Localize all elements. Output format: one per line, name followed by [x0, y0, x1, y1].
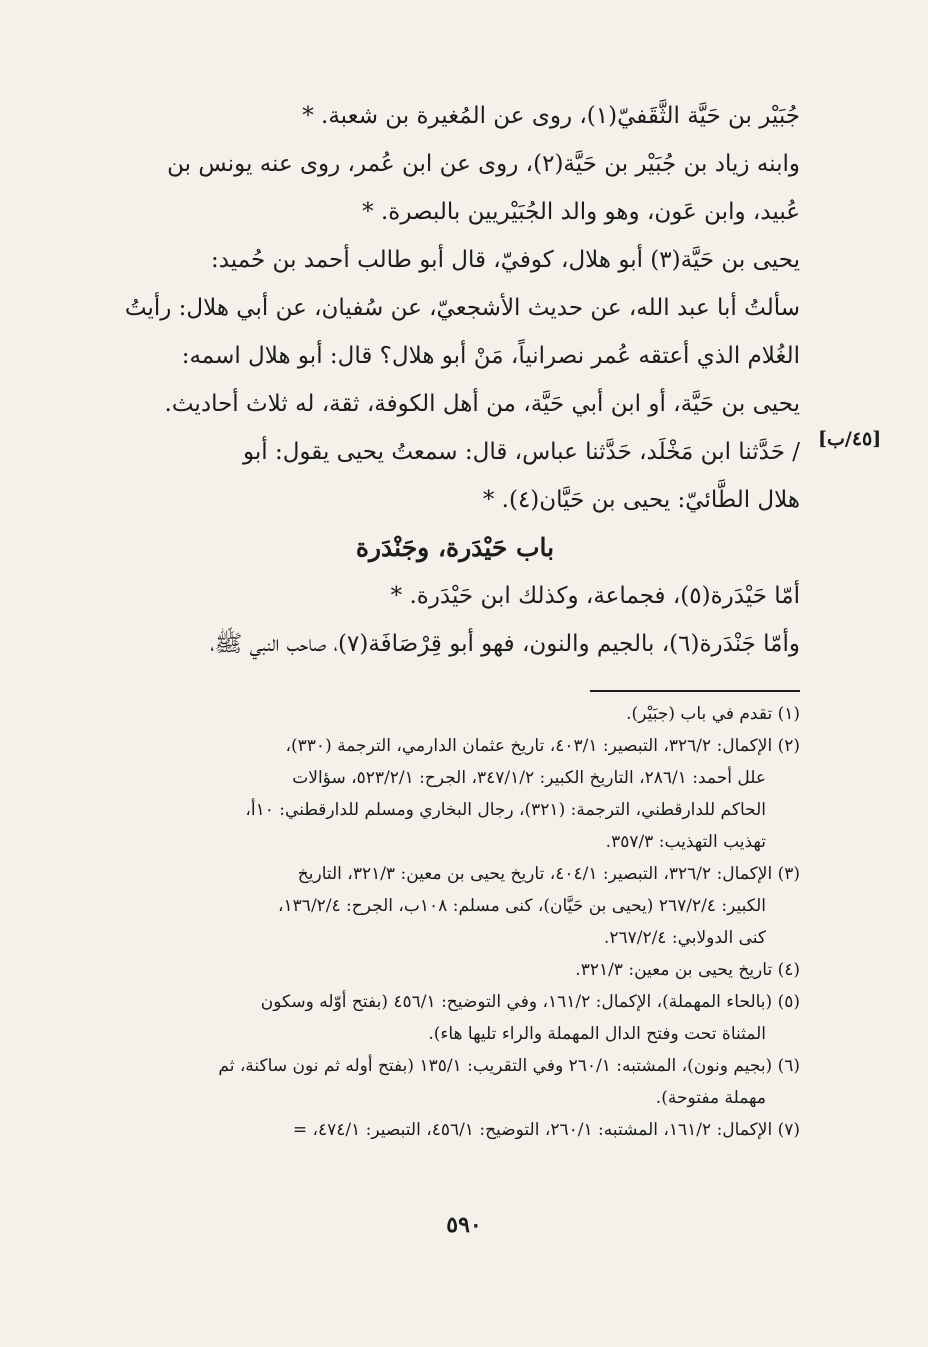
text-line: أمّا حَيْدَرة(٥)، فجماعة، وكذلك ابن حَيْدَرة. * [390, 583, 800, 609]
footnote-line: كنى الدولابي: ٢٦٧/٢/٤. [603, 928, 766, 948]
text-line: جُبَيْر بن حَيَّة الثَّقَفيّ(١)، روى عن المُغيرة بن شعبة. * [302, 103, 800, 129]
text-line: هلال الطَّائيّ: يحيى بن حَيَّان(٤). * [482, 487, 800, 513]
footnote-line: علل أحمد: ٢٨٦/١، التاريخ الكبير: ٣٤٧/١/٢، الجرح: ٥٢٣/٢/١، سؤالات [292, 768, 766, 788]
footnote-line: تهذيب التهذيب: ٣٥٧/٣. [605, 832, 766, 852]
footnotes [110, 698, 800, 1146]
text-line: عُبيد، وابن عَون، وهو والد الجُبَيْريين بالبصرة. * [362, 199, 800, 225]
text-line: / حَدَّثنا ابن مَخْلَد، حَدَّثنا عباس، قال: سمعتُ يحيى يقول: أبو [242, 439, 800, 465]
main-text [110, 92, 800, 668]
text-line: الغُلام الذي أعتقه عُمر نصرانياً، مَنْ أبو هلال؟ قال: أبو هلال اسمه: [181, 343, 800, 369]
footnote-line: الكبير: ٢٦٧/٢/٤ (يحيى بن حَيَّان)، كنى مسلم: ١٠٨ب، الجرح: ١٣٦/٢/٤، [278, 896, 766, 916]
footnote-line: (٦) (بجيم ونون)، المشتبه: ٢٦٠/١ وفي التقريب: ١٣٥/١ (بفتح أوله ثم نون ساكنة، ثم [218, 1056, 800, 1076]
footnote-line: (٢) الإكمال: ٣٢٦/٢، التبصير: ٤٠٣/١، تاريخ عثمان الدارمي، الترجمة (٣٣٠)، [285, 736, 800, 756]
footnote-line: (٥) (بالحاء المهملة)، الإكمال: ١٦١/٢، وفي التوضيح: ٤٥٦/١ (بفتح أوّله وسكون [260, 992, 800, 1012]
footnote-line: الحاكم للدارقطني، الترجمة: (٣٢١)، رجال البخاري ومسلم للدارقطني: ١٠أ، [245, 800, 766, 820]
text-line: وأمّا جَنْدَرة(٦)، بالجيم والنون، فهو أبو قِرْصَافَة(٧)، صاحب النبي ﷺ، [210, 631, 800, 657]
page-number: ٥٩٠ [446, 1212, 482, 1238]
footnote-line: (١) تقدم في باب (جبَيْر). [626, 704, 800, 724]
section-heading: باب حَيْدَرة، وجَنْدَرة [355, 533, 555, 562]
footnote-line: (٧) الإكمال: ١٦١/٢، المشتبه: ٢٦٠/١، التوضيح: ٤٥٦/١، التبصير: ٤٧٤/١، = [292, 1120, 800, 1140]
footnote-line: (٤) تاريخ يحيى بن معين: ٣٢١/٣. [575, 960, 800, 980]
text-line: سألتُ أبا عبد الله، عن حديث الأشجعيّ، عن سُفيان، عن أبي هلال: رأيتُ [124, 295, 800, 321]
text-line: وابنه زياد بن جُبَيْر بن حَيَّة(٢)، روى عن ابن عُمر، روى عنه يونس بن [167, 151, 800, 177]
text-line: يحيى بن حَيَّة، أو ابن أبي حَيَّة، من أهل الكوفة، ثقة، له ثلاث أحاديث. [164, 391, 800, 417]
text-line: يحيى بن حَيَّة(٣) أبو هلال، كوفيّ، قال أبو طالب أحمد بن حُميد: [210, 247, 800, 273]
footnote-line: مهملة مفتوحة). [655, 1088, 766, 1108]
footnote-line: المثناة تحت وفتح الدال المهملة والراء تليها هاء). [428, 1024, 766, 1044]
footnote-line: (٣) الإكمال: ٣٢٦/٢، التبصير: ٤٠٤/١، تاريخ يحيى بن معين: ٣٢١/٣، التاريخ [297, 864, 800, 884]
footnote-separator [590, 690, 800, 692]
manuscript-folio-reference: [٤٥/ب] [818, 428, 882, 450]
